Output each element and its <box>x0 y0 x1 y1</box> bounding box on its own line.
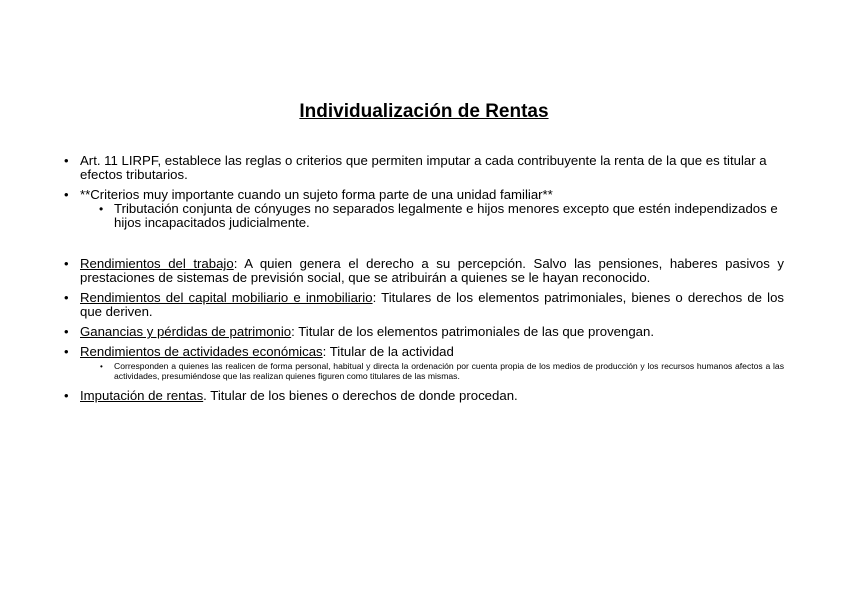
imputacion-label: Imputación de rentas <box>80 388 204 403</box>
list-item-capital <box>64 291 784 319</box>
list-item-criterios <box>64 188 784 202</box>
ganancias-text: : Titular de los elementos patrimoniales de las que provengan. <box>291 324 654 339</box>
content-list <box>64 154 784 403</box>
tributacion-text: Tributación conjunta de cónyuges no separados legalmente e hijos menores excepto que estén independizados e hijos incapacitados judicialmente. <box>114 201 778 230</box>
list-item-art11 <box>64 154 784 182</box>
sub-item-tributacion <box>64 202 784 230</box>
list-item-trabajo <box>64 257 784 285</box>
actividades-sub-text: Corresponden a quienes las realicen de forma personal, habitual y directa la ordenación por cuenta propia de los medios de producción y los recursos humanos afectos a las actividades, presumiéndose que las realizan quienes figuren como titulares de las mismas. <box>114 361 784 381</box>
list-item-actividades <box>64 345 784 359</box>
imputacion-text: . Titular de los bienes o derechos de donde procedan. <box>203 388 518 403</box>
actividades-text: : Titular de la actividad <box>322 344 454 359</box>
trabajo-label: Rendimientos del trabajo <box>80 256 234 271</box>
capital-text: : Titulares de los elementos patrimoniales, bienes o derechos de los que deriven. <box>80 290 784 319</box>
trabajo-text: : A quien genera el derecho a su percepción. Salvo las pensiones, haberes pasivos y prestaciones de sistemas de previsión social, que se atribuirán a quienes se le hayan reconocido. <box>80 256 784 285</box>
sub-item-actividades <box>64 362 784 381</box>
page-title: Individualización de Rentas <box>299 101 549 122</box>
actividades-label: Rendimientos de actividades económicas <box>80 344 323 359</box>
list-item-imputacion <box>64 389 784 403</box>
list-item-ganancias <box>64 325 784 339</box>
art11-text: Art. 11 LIRPF, establece las reglas o criterios que permiten imputar a cada contribuyente la renta de la que es titular a efectos tributarios. <box>80 153 767 182</box>
capital-label: Rendimientos del capital mobiliario e inmobiliario <box>80 290 373 305</box>
criterios-text: **Criterios muy importante cuando un sujeto forma parte de una unidad familiar** <box>80 187 553 202</box>
ganancias-label: Ganancias y pérdidas de patrimonio <box>80 324 292 339</box>
